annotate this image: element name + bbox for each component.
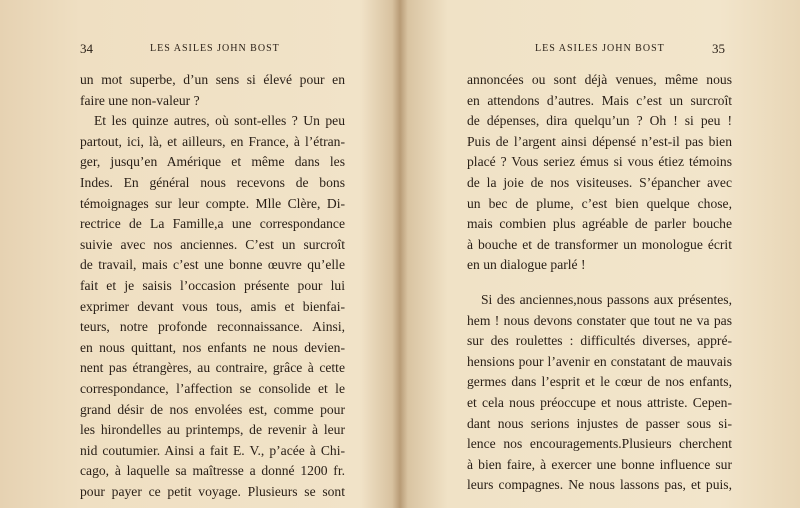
- text-line: témoignages sur leur compte. Mlle Clère, Di-: [80, 195, 345, 211]
- text-line: de travail, mais c’est une bonne œuvre qu’elle: [80, 257, 345, 273]
- running-head: LES ASILES JOHN BOST: [535, 43, 665, 54]
- text-line: nent pas étrangères, au contraire, grâce à cette: [80, 360, 345, 376]
- body-text: [80, 70, 345, 502]
- text-line: de dépenses, dira quelqu’un ? Oh ! si peu !: [467, 113, 732, 129]
- text-line: nid coutumier. Ainsi a fait E. V., p’acée à Chi-: [80, 442, 345, 458]
- text-line: hem ! nous devons constater que tout ne va pas: [467, 312, 732, 328]
- text-line: un bec de plume, c’est bien quelque chose,: [467, 195, 732, 211]
- left-page: [0, 0, 398, 508]
- text-line: faire une non-valeur ?: [80, 92, 200, 108]
- text-line: sur des roulettes : difficultés diverses, appré-: [467, 333, 732, 349]
- text-line: en nous quittant, nos enfants ne nous devien-: [80, 339, 345, 355]
- text-line: hensions pour l’avenir en constatant de mauvais: [467, 353, 732, 369]
- text-line: à bouche et de transformer un monologue écrit: [467, 236, 732, 252]
- text-line: placé ? Vous seriez émus si vous étiez témoins: [467, 154, 732, 170]
- text-line: les hirondelles au printemps, de revenir à leur: [80, 422, 345, 438]
- text-line: exprimer devant vous tous, amis et bienfai-: [80, 298, 345, 314]
- text-line: un mot superbe, d’un sens si élevé pour en: [80, 72, 345, 87]
- text-line: mais combien plus agréable de parler bouche: [467, 216, 732, 232]
- text-line: germes dans l’esprit et le cœur de nos enfants,: [467, 374, 732, 390]
- running-head: LES ASILES JOHN BOST: [150, 43, 280, 54]
- text-line: Puis de l’argent ainsi dépensé n’est-il pas bien: [467, 133, 732, 149]
- text-line: fait et je saisis l’occasion présente pour lui: [80, 277, 345, 293]
- text-line: ger, jusqu’en Amérique et même dans les: [80, 154, 345, 170]
- text-line: teurs, notre profonde reconnaissance. Ainsi,: [80, 319, 345, 335]
- text-line: cago, à laquelle sa maîtresse a donné 1200 fr.: [80, 463, 345, 479]
- text-line: suivie avec nos anciennes. C’est un surcroît: [80, 236, 345, 252]
- text-line: de la joie de nos visiteuses. S’épancher avec: [467, 174, 732, 190]
- text-line: rectrice de La Famille,a une correspondance: [80, 216, 345, 232]
- paragraph-gap: [467, 276, 732, 290]
- text-line: grand désir de nos envolées est, comme pour: [80, 401, 345, 417]
- text-line: partout, ici, là, et ailleurs, en France, à l’étran-: [80, 133, 345, 149]
- page-number: 35: [712, 41, 725, 56]
- text-line: correspondance, l’affection se consolide et le: [80, 380, 345, 396]
- text-line: en un dialogue parlé !: [467, 257, 586, 273]
- text-line: leurs compagnes. Ne nous lassons pas, et puis,: [467, 477, 732, 493]
- text-line: en attendons d’autres. Mais c’est un surcroît: [467, 92, 732, 108]
- page-number: 34: [80, 41, 93, 56]
- text-line: Et les quinze autres, où sont-elles ? Un peu: [94, 113, 345, 129]
- text-line: pour payer ce petit voyage. Plusieurs se sont: [80, 483, 345, 499]
- right-page: [402, 0, 800, 508]
- text-line: Si des anciennes,nous passons aux présentes,: [481, 291, 732, 307]
- text-line: Indes. En général nous recevons de bons: [80, 174, 345, 190]
- text-line: dant nous serions injustes de passer sous si-: [467, 415, 732, 431]
- text-line: à bien faire, à exercer une bonne influence sur: [467, 456, 732, 472]
- text-line: et cela nous préoccupe et nous attriste. Cepen-: [467, 394, 732, 410]
- text-line: lence nos encouragements.Plusieurs cherchent: [467, 436, 732, 452]
- text-line: annoncées ou sont déjà venues, même nous: [467, 72, 732, 87]
- body-text: [467, 70, 732, 496]
